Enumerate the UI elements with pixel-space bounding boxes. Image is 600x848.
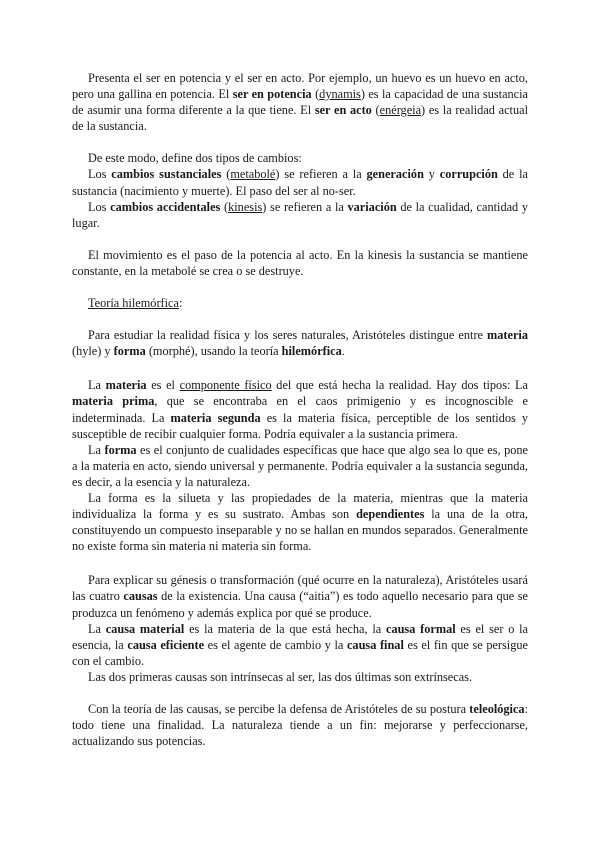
- text-run: del que está hecha la realidad. Hay dos tipos: La: [271, 378, 529, 393]
- text-run: es el conjunto de cualidades específicas que hace que algo sea lo que es, pone a la materia en acto, siendo universal y permanente. Podría equivaler a la sustancia segunda, es decir, a la esencia y la naturaleza.: [72, 442, 528, 489]
- text-run: ) se refieren a la: [275, 167, 367, 182]
- term-cambios-accidentales: cambios accidentales: [110, 199, 221, 214]
- text-run: Con la teoría de las causas, se percibe la defensa de Aristóteles de su postura: [88, 702, 470, 716]
- term-causa-material: causa material: [105, 621, 185, 636]
- text-run: la una de la otra, constituyendo un compuesto inseparable y no se hallan en mundos separados. Generalmente no existe forma sin materia ni materia sin forma.: [72, 507, 528, 554]
- text-run: (: [311, 87, 320, 102]
- term-ser-en-potencia: ser en potencia: [232, 87, 312, 102]
- text-run: de la cualidad, cantidad y lugar.: [72, 199, 529, 230]
- term-causa-formal: causa formal: [385, 621, 456, 636]
- text-run: ) es la realidad actual de la sustancia.: [72, 103, 528, 134]
- text-run: es el agente de cambio y la: [204, 637, 347, 652]
- term-hilemorfica: hilemórfica: [281, 344, 342, 359]
- paragraph-forma: [72, 442, 528, 490]
- term-dependientes: dependientes: [356, 507, 425, 522]
- text-run: es la materia de la que está hecha, la: [184, 621, 386, 636]
- paragraph-tipos-cambios: De este modo, define dos tipos de cambios:: [88, 151, 302, 166]
- term-materia: materia: [487, 328, 528, 343]
- term-teleologica: teleológica: [469, 702, 525, 716]
- text-run: Para explicar su génesis o transformación (qué ocurre en la naturaleza), Aristóteles usará las cuatro: [72, 573, 528, 604]
- text-run: La: [88, 378, 106, 393]
- text-run: (hyle) y: [72, 344, 114, 359]
- document-page: [72, 70, 528, 749]
- text-run: ) es la capacidad de una sustancia de asumir una forma diferente a la que tiene. El: [72, 87, 529, 118]
- paragraph-materia: [72, 377, 528, 441]
- paragraph-cambios-accidentales: [72, 199, 528, 231]
- paragraph-teleologia: [72, 701, 528, 749]
- paragraph-cuatro-causas: [72, 572, 528, 620]
- text-run: , que se encontraba en el caos primigenio y es incognoscible e indeterminada. La: [72, 394, 528, 425]
- text-run: de la sustancia (nacimiento y muerte). El paso del ser al no-ser.: [72, 167, 528, 198]
- text-run: La: [88, 621, 106, 636]
- paragraph-cambios-sustanciales: [72, 166, 528, 198]
- text-run: (: [220, 199, 229, 214]
- paragraph-intrinsecas-extrinsecas: Las dos primeras causas son intrínsecas al ser, las dos últimas son extrínsecas.: [88, 669, 473, 684]
- text-run: Presenta el ser en potencia y el ser en acto. Por ejemplo, un huevo es un huevo en acto, pero una gallina en potencia. El: [72, 71, 528, 102]
- term-materia-prima: materia prima: [72, 394, 155, 409]
- term-cambios-sustanciales: cambios sustanciales: [111, 167, 222, 182]
- paragraph-tipos-causas: [72, 621, 528, 669]
- text-run: Los: [88, 167, 112, 182]
- text-run: (: [221, 167, 231, 182]
- term-ser-en-acto: ser en acto: [314, 103, 372, 118]
- text-run: es el: [146, 378, 180, 393]
- paragraph-materia-forma: [72, 327, 528, 359]
- term-metabole: metabolé: [230, 167, 276, 182]
- text-run: (morphé), usando la teoría: [145, 344, 282, 359]
- text-run: de la existencia. Una causa (“aitia”) es todo aquello necesario para que se produzca un fenómeno y además explica por qué se produce.: [72, 589, 528, 620]
- term-generacion: generación: [366, 167, 424, 182]
- term-forma: forma: [113, 344, 146, 359]
- term-corrupcion: corrupción: [439, 167, 498, 182]
- term-causa-final: causa final: [346, 637, 404, 652]
- text-run: : todo tiene una finalidad. La naturaleza tiende a un fin: mejorarse y perfeccionarse, actualizando sus potencias.: [72, 702, 528, 749]
- text-run: Los: [88, 199, 111, 214]
- term-kinesis: kinesis: [228, 199, 263, 214]
- text-run: Para estudiar la realidad física y los seres naturales, Aristóteles distingue entre: [88, 328, 488, 343]
- text-run: (: [371, 103, 380, 118]
- term-forma: forma: [104, 442, 137, 457]
- term-materia-segunda: materia segunda: [170, 410, 261, 425]
- text-run: La forma es la silueta y las propiedades de la materia, mientras que la materia individualiza la forma y es su sustrato. Ambas son: [72, 490, 528, 522]
- text-run: es el ser o la esencia, la: [72, 621, 529, 652]
- term-variacion: variación: [347, 199, 397, 214]
- term-causas: causas: [123, 589, 158, 604]
- text-run: :: [178, 296, 183, 311]
- term-causa-eficiente: causa eficiente: [127, 637, 205, 652]
- text-run: La: [88, 442, 105, 457]
- paragraph-movimiento: El movimiento es el paso de la potencia al acto. En la kinesis la sustancia se mantiene constante, en la metabolé se crea o se destruye.: [72, 247, 528, 278]
- heading-text: Teoría hilemórfica: [88, 296, 179, 311]
- text-run: y: [423, 167, 440, 182]
- term-componente-fisico: componente físico: [179, 378, 272, 393]
- paragraph-potencia-acto: [72, 70, 528, 134]
- term-energeia: enérgeia: [379, 103, 422, 118]
- paragraph-forma-silueta: [72, 490, 528, 554]
- text-run: .: [341, 344, 345, 359]
- text-run: ) se refieren a la: [262, 199, 348, 214]
- text-run: es la materia física, perceptible de los sentidos y susceptible de recibir cualquier forma. Podría equivaler a la sustancia primera.: [72, 410, 529, 441]
- text-run: es el fin que se persigue con el cambio.: [72, 637, 528, 668]
- term-dynamis: dynamis: [319, 87, 361, 102]
- section-heading-teoria-hilemorfica: [72, 295, 528, 311]
- term-materia: materia: [105, 378, 147, 393]
